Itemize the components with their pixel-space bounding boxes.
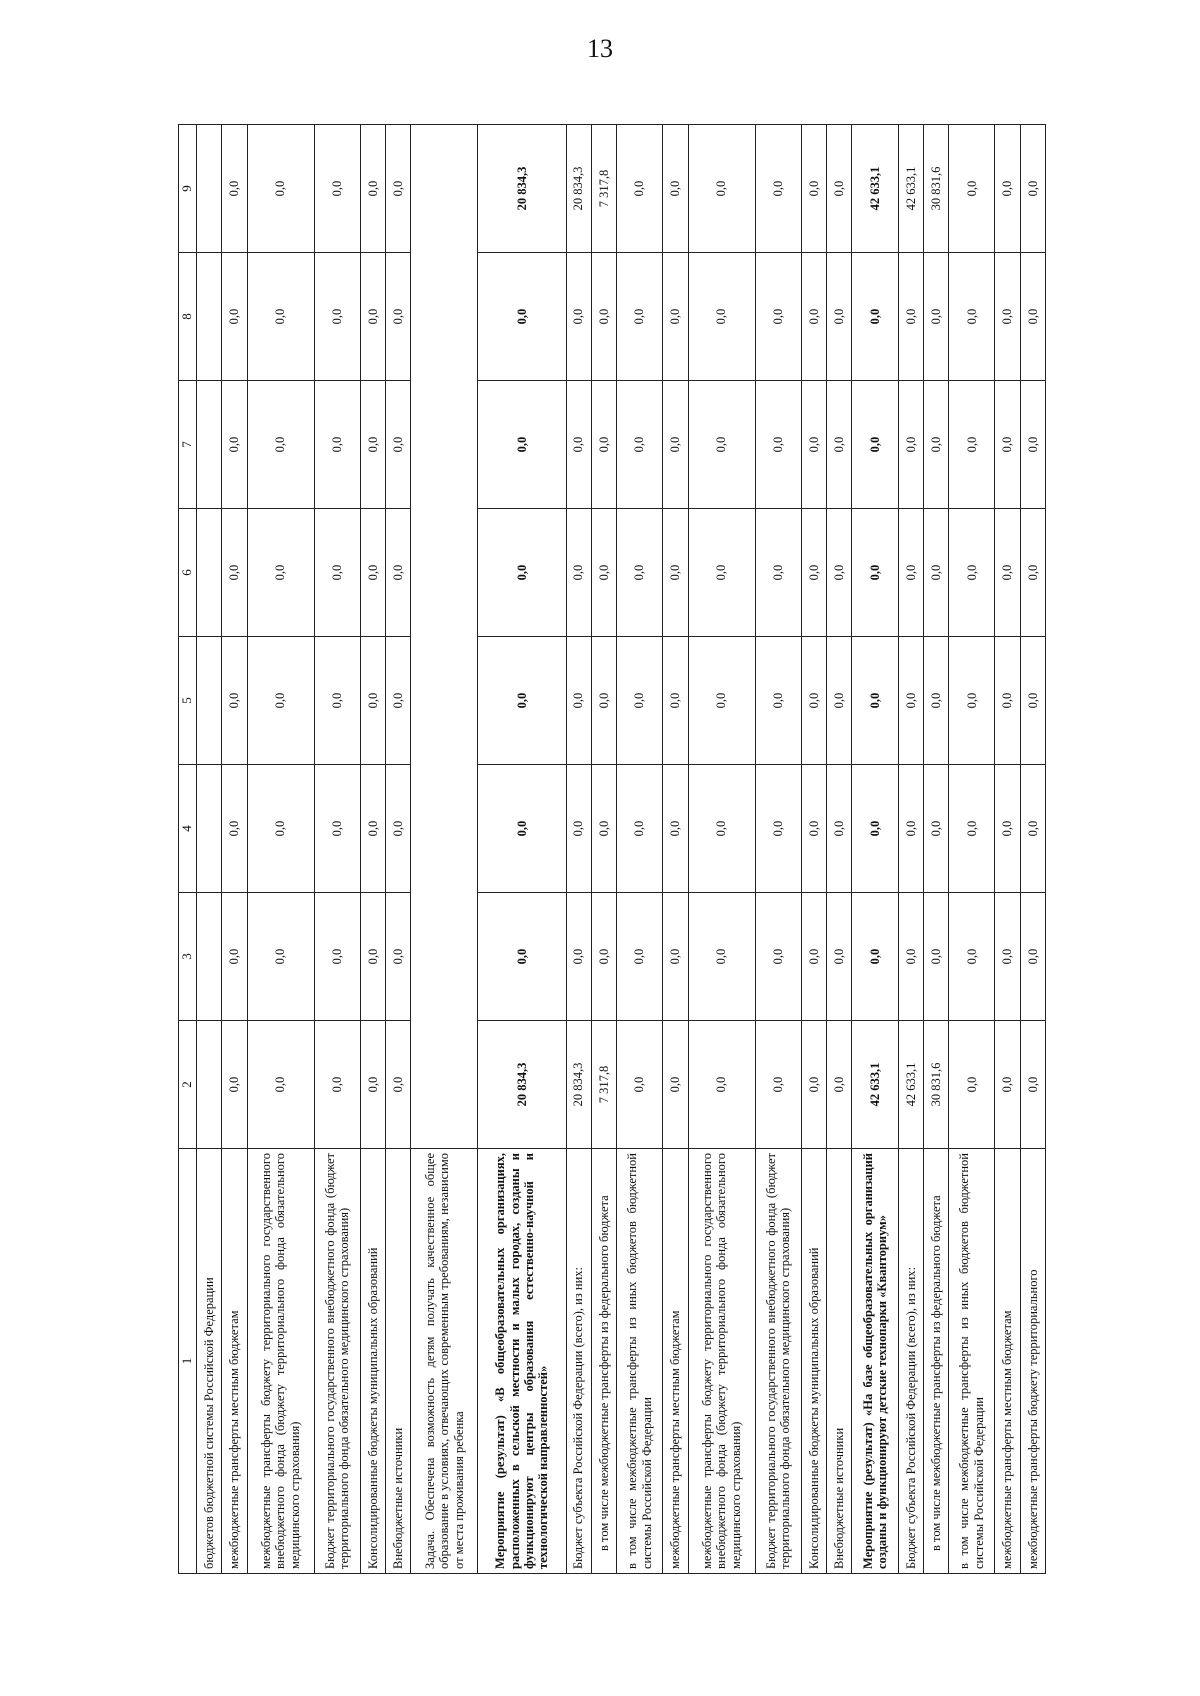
table-row — [222, 125, 247, 1574]
column-header: 5 — [179, 637, 197, 765]
rotated-table-container — [178, 124, 1046, 1574]
value-cell: 0,0 — [852, 381, 898, 509]
value-cell: 0,0 — [247, 637, 314, 765]
table-row — [852, 125, 898, 1574]
value-cell: 0,0 — [801, 381, 826, 509]
value-cell: 0,0 — [755, 125, 801, 253]
value-cell: 0,0 — [688, 1021, 755, 1149]
value-cell: 0,0 — [314, 381, 360, 509]
row-label: бюджетов бюджетной системы Российской Федерации — [196, 1149, 221, 1574]
table-row — [314, 125, 360, 1574]
row-label: Внебюджетные источники — [386, 1149, 411, 1574]
value-cell: 0,0 — [995, 381, 1020, 509]
value-cell: 0,0 — [995, 765, 1020, 893]
value-cell: 0,0 — [663, 637, 688, 765]
value-cell: 0,0 — [1020, 893, 1045, 1021]
column-header: 1 — [179, 1149, 197, 1574]
value-cell: 0,0 — [923, 381, 948, 509]
table-row — [898, 125, 923, 1574]
value-cell: 0,0 — [827, 637, 852, 765]
value-cell: 0,0 — [386, 381, 411, 509]
value-cell: 0,0 — [247, 1021, 314, 1149]
value-cell: 0,0 — [314, 893, 360, 1021]
value-cell: 0,0 — [386, 1021, 411, 1149]
value-cell: 0,0 — [949, 1021, 995, 1149]
value-cell: 0,0 — [663, 893, 688, 1021]
value-cell: 0,0 — [995, 1021, 1020, 1149]
value-cell: 42 633,1 — [852, 125, 898, 253]
value-cell: 0,0 — [360, 253, 385, 381]
value-cell: 0,0 — [360, 1021, 385, 1149]
value-cell: 0,0 — [801, 765, 826, 893]
value-cell: 0,0 — [755, 253, 801, 381]
row-label: межбюджетные трансферты бюджету территориального — [1020, 1149, 1045, 1574]
value-cell: 0,0 — [314, 253, 360, 381]
value-cell: 42 633,1 — [898, 125, 923, 253]
value-cell: 0,0 — [755, 893, 801, 1021]
value-cell: 0,0 — [478, 381, 566, 509]
row-label: Мероприятие (результат) «В общеобразовательных организациях, расположенных в сельской местности и малых городах, созданы и функционируют центры образования естественно-научной и технологической направленностей» — [478, 1149, 566, 1574]
value-cell: 0,0 — [222, 1021, 247, 1149]
value-cell: 0,0 — [617, 765, 663, 893]
value-cell: 0,0 — [314, 509, 360, 637]
value-cell: 0,0 — [801, 637, 826, 765]
value-cell: 20 834,3 — [478, 125, 566, 253]
value-cell: 0,0 — [663, 381, 688, 509]
value-cell: 0,0 — [995, 637, 1020, 765]
value-cell: 42 633,1 — [898, 1021, 923, 1149]
row-label: Внебюджетные источники — [827, 1149, 852, 1574]
value-cell: 0,0 — [852, 253, 898, 381]
value-cell — [196, 637, 221, 765]
value-cell: 0,0 — [617, 253, 663, 381]
value-cell: 0,0 — [566, 381, 591, 509]
value-cell: 0,0 — [222, 637, 247, 765]
value-cell: 0,0 — [688, 253, 755, 381]
value-cell: 0,0 — [386, 765, 411, 893]
column-header: 8 — [179, 253, 197, 381]
value-cell: 0,0 — [827, 125, 852, 253]
value-cell: 0,0 — [591, 765, 616, 893]
row-label: межбюджетные трансферты бюджету территориального государственного внебюджетного фонда (бюджету территориального фонда обязательного медицинского страхования) — [688, 1149, 755, 1574]
value-cell: 0,0 — [949, 253, 995, 381]
value-cell: 0,0 — [688, 125, 755, 253]
value-cell: 0,0 — [566, 253, 591, 381]
column-header: 3 — [179, 893, 197, 1021]
value-cell: 0,0 — [827, 509, 852, 637]
table-row — [663, 125, 688, 1574]
value-cell: 0,0 — [591, 893, 616, 1021]
value-cell: 0,0 — [688, 765, 755, 893]
table-body — [196, 125, 1045, 1574]
row-label: Консолидированные бюджеты муниципальных образований — [801, 1149, 826, 1574]
table-row — [949, 125, 995, 1574]
value-cell: 30 831,6 — [923, 1021, 948, 1149]
value-cell: 0,0 — [314, 1021, 360, 1149]
value-cell: 0,0 — [247, 893, 314, 1021]
value-cell — [196, 765, 221, 893]
row-label: межбюджетные трансферты местным бюджетам — [222, 1149, 247, 1574]
value-cell — [196, 381, 221, 509]
table-row — [755, 125, 801, 1574]
value-cell: 0,0 — [1020, 509, 1045, 637]
value-cell: 0,0 — [478, 637, 566, 765]
value-cell: 0,0 — [663, 765, 688, 893]
value-cell: 0,0 — [923, 253, 948, 381]
value-cell: 20 834,3 — [566, 1021, 591, 1149]
value-cell: 0,0 — [995, 893, 1020, 1021]
value-cell — [196, 1021, 221, 1149]
value-cell: 0,0 — [478, 509, 566, 637]
table-row — [386, 125, 411, 1574]
value-cell: 0,0 — [247, 509, 314, 637]
row-label: Задача. Обеспечена возможность детям получать качественное общее образование в условиях, отвечающих современным требованиям, независимо от места проживания ребенка — [411, 1149, 478, 1574]
value-cell — [196, 509, 221, 637]
value-cell: 0,0 — [949, 893, 995, 1021]
value-cell: 0,0 — [222, 381, 247, 509]
value-cell: 0,0 — [617, 125, 663, 253]
value-cell: 0,0 — [898, 637, 923, 765]
value-cell: 0,0 — [617, 381, 663, 509]
value-cell: 0,0 — [852, 509, 898, 637]
table-row — [617, 125, 663, 1574]
column-header: 2 — [179, 1021, 197, 1149]
value-cell: 0,0 — [1020, 637, 1045, 765]
column-header: 6 — [179, 509, 197, 637]
empty-span-cell — [411, 125, 478, 1149]
value-cell: 0,0 — [923, 637, 948, 765]
table-row — [566, 125, 591, 1574]
value-cell: 0,0 — [827, 253, 852, 381]
value-cell: 0,0 — [566, 637, 591, 765]
value-cell: 0,0 — [801, 509, 826, 637]
value-cell: 0,0 — [827, 893, 852, 1021]
value-cell: 0,0 — [617, 1021, 663, 1149]
table-row — [478, 125, 566, 1574]
value-cell: 0,0 — [247, 765, 314, 893]
value-cell: 0,0 — [755, 509, 801, 637]
row-label: в том числе межбюджетные трансферты из федерального бюджета — [923, 1149, 948, 1574]
table-row — [1020, 125, 1045, 1574]
table-row — [827, 125, 852, 1574]
value-cell: 0,0 — [314, 125, 360, 253]
value-cell: 0,0 — [386, 125, 411, 253]
value-cell: 0,0 — [995, 125, 1020, 253]
value-cell: 0,0 — [222, 253, 247, 381]
column-header: 4 — [179, 765, 197, 893]
value-cell: 0,0 — [949, 125, 995, 253]
value-cell — [196, 893, 221, 1021]
value-cell: 0,0 — [949, 381, 995, 509]
value-cell: 0,0 — [314, 637, 360, 765]
value-cell: 0,0 — [360, 509, 385, 637]
value-cell: 0,0 — [360, 125, 385, 253]
value-cell: 0,0 — [827, 1021, 852, 1149]
value-cell: 0,0 — [360, 381, 385, 509]
table-row — [995, 125, 1020, 1574]
value-cell: 0,0 — [1020, 253, 1045, 381]
value-cell: 0,0 — [949, 637, 995, 765]
value-cell: 0,0 — [591, 509, 616, 637]
value-cell: 0,0 — [478, 253, 566, 381]
value-cell: 0,0 — [1020, 765, 1045, 893]
value-cell: 0,0 — [801, 125, 826, 253]
table-row — [591, 125, 616, 1574]
table-row — [360, 125, 385, 1574]
value-cell: 0,0 — [688, 381, 755, 509]
value-cell: 0,0 — [360, 893, 385, 1021]
value-cell: 0,0 — [222, 509, 247, 637]
value-cell: 0,0 — [1020, 381, 1045, 509]
row-label: в том числе межбюджетные трансферты из федерального бюджета — [591, 1149, 616, 1574]
budget-table — [178, 124, 1046, 1574]
value-cell: 0,0 — [827, 381, 852, 509]
value-cell: 0,0 — [247, 253, 314, 381]
value-cell: 0,0 — [247, 125, 314, 253]
value-cell: 0,0 — [688, 893, 755, 1021]
value-cell: 0,0 — [478, 765, 566, 893]
value-cell: 0,0 — [923, 509, 948, 637]
value-cell: 0,0 — [801, 1021, 826, 1149]
value-cell: 0,0 — [688, 509, 755, 637]
value-cell: 0,0 — [617, 509, 663, 637]
value-cell: 0,0 — [801, 893, 826, 1021]
row-label: в том числе межбюджетные трансферты из иных бюджетов бюджетной системы Российской Федерации — [949, 1149, 995, 1574]
value-cell: 0,0 — [591, 253, 616, 381]
value-cell: 0,0 — [898, 765, 923, 893]
value-cell: 0,0 — [617, 893, 663, 1021]
table-row — [923, 125, 948, 1574]
row-label: межбюджетные трансферты местным бюджетам — [995, 1149, 1020, 1574]
value-cell: 0,0 — [995, 509, 1020, 637]
value-cell: 0,0 — [566, 893, 591, 1021]
value-cell: 0,0 — [566, 509, 591, 637]
value-cell: 0,0 — [222, 125, 247, 253]
row-label: межбюджетные трансферты местным бюджетам — [663, 1149, 688, 1574]
value-cell: 0,0 — [852, 893, 898, 1021]
value-cell: 7 317,8 — [591, 1021, 616, 1149]
value-cell: 0,0 — [386, 509, 411, 637]
value-cell: 0,0 — [827, 765, 852, 893]
value-cell: 0,0 — [386, 253, 411, 381]
value-cell: 0,0 — [755, 637, 801, 765]
value-cell: 0,0 — [898, 381, 923, 509]
value-cell: 0,0 — [617, 637, 663, 765]
row-label: Бюджет территориального государственного внебюджетного фонда (бюджет территориального фонда обязательного медицинского страхования) — [755, 1149, 801, 1574]
value-cell: 0,0 — [247, 381, 314, 509]
value-cell: 0,0 — [755, 381, 801, 509]
column-header: 9 — [179, 125, 197, 253]
table-viewport — [178, 124, 1046, 1574]
value-cell: 0,0 — [314, 765, 360, 893]
value-cell — [196, 125, 221, 253]
table-row — [801, 125, 826, 1574]
value-cell: 7 317,8 — [591, 125, 616, 253]
value-cell: 0,0 — [360, 765, 385, 893]
value-cell: 0,0 — [755, 1021, 801, 1149]
value-cell: 0,0 — [923, 765, 948, 893]
value-cell: 0,0 — [663, 125, 688, 253]
value-cell: 20 834,3 — [478, 1021, 566, 1149]
value-cell: 42 633,1 — [852, 1021, 898, 1149]
row-label: Консолидированные бюджеты муниципальных образований — [360, 1149, 385, 1574]
value-cell: 0,0 — [852, 637, 898, 765]
value-cell: 20 834,3 — [566, 125, 591, 253]
value-cell: 0,0 — [688, 637, 755, 765]
row-label: межбюджетные трансферты бюджету территориального государственного внебюджетного фонда (бюджету территориального фонда обязательного медицинского страхования) — [247, 1149, 314, 1574]
table-row — [196, 125, 221, 1574]
value-cell: 0,0 — [566, 765, 591, 893]
value-cell: 0,0 — [898, 253, 923, 381]
page-number: 13 — [587, 34, 613, 63]
value-cell: 0,0 — [949, 509, 995, 637]
row-label: Бюджет территориального государственного внебюджетного фонда (бюджет территориального фонда обязательного медицинского страхования) — [314, 1149, 360, 1574]
table-row — [247, 125, 314, 1574]
value-cell: 0,0 — [898, 893, 923, 1021]
table-row — [688, 125, 755, 1574]
value-cell: 0,0 — [801, 253, 826, 381]
row-label: в том числе межбюджетные трансферты из иных бюджетов бюджетной системы Российской Федерации — [617, 1149, 663, 1574]
value-cell: 0,0 — [663, 1021, 688, 1149]
value-cell: 0,0 — [949, 765, 995, 893]
value-cell: 0,0 — [386, 893, 411, 1021]
table-header-row — [179, 125, 197, 1574]
value-cell: 0,0 — [852, 765, 898, 893]
value-cell: 0,0 — [663, 253, 688, 381]
value-cell: 0,0 — [222, 893, 247, 1021]
row-label: Бюджет субъекта Российской Федерации (всего), из них: — [566, 1149, 591, 1574]
column-header: 7 — [179, 381, 197, 509]
value-cell: 0,0 — [591, 637, 616, 765]
value-cell: 0,0 — [923, 893, 948, 1021]
value-cell: 0,0 — [995, 253, 1020, 381]
value-cell — [196, 253, 221, 381]
value-cell: 0,0 — [591, 381, 616, 509]
row-label: Мероприятие (результат) «На базе общеобразовательных организаций созданы и функционируют детские технопарки «Кванториум» — [852, 1149, 898, 1574]
value-cell: 0,0 — [360, 637, 385, 765]
value-cell: 0,0 — [663, 509, 688, 637]
value-cell: 30 831,6 — [923, 125, 948, 253]
value-cell: 0,0 — [1020, 125, 1045, 253]
table-row — [411, 125, 478, 1574]
value-cell: 0,0 — [755, 765, 801, 893]
value-cell: 0,0 — [386, 637, 411, 765]
value-cell: 0,0 — [1020, 1021, 1045, 1149]
row-label: Бюджет субъекта Российской Федерации (всего), из них: — [898, 1149, 923, 1574]
value-cell: 0,0 — [222, 765, 247, 893]
value-cell: 0,0 — [478, 893, 566, 1021]
value-cell: 0,0 — [898, 509, 923, 637]
